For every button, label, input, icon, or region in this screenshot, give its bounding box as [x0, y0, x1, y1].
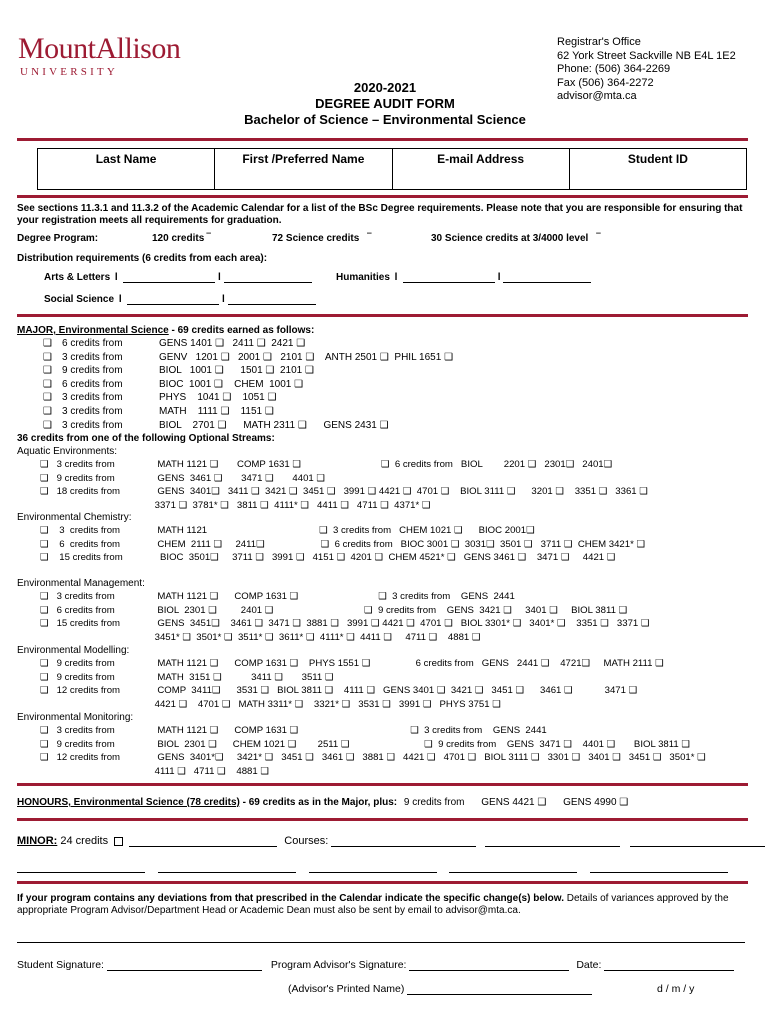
- major-row-checkbox[interactable]: ❑: [43, 406, 52, 417]
- arts-line-1[interactable]: [123, 273, 215, 283]
- divider: [17, 881, 748, 884]
- first-name-field[interactable]: First /Preferred Name: [215, 149, 392, 189]
- course-line[interactable]: [331, 837, 476, 847]
- distribution-label: Distribution requirements (6 credits from each area):: [17, 253, 268, 264]
- stream-line[interactable]: ❑ 9 credits from MATH 3151 ❑ 3411 ❑ 3511 ❑: [40, 671, 334, 683]
- arts-line-2[interactable]: [224, 273, 312, 283]
- stream-line[interactable]: ❑ 9 credits from GENS 3461 ❑ 3471 ❑ 4401 ❑: [40, 472, 326, 484]
- major-row-credits: 3 credits from: [62, 392, 123, 404]
- stream-line[interactable]: 4421 ❑ 4701 ❑ MATH 3311* ❑ 3321* ❑ 3531 ❑ 3991 ❑ PHYS 3751 ❑: [40, 698, 501, 710]
- major-row-credits: 6 credits from: [62, 338, 123, 349]
- course-line[interactable]: [17, 863, 145, 873]
- academic-year: 2020-2021: [353, 80, 417, 95]
- student-id-field[interactable]: Student ID: [627, 152, 688, 166]
- major-row-checkbox[interactable]: ❑: [43, 419, 52, 431]
- major-heading-title: MAJOR, Environmental Science: [17, 325, 169, 336]
- social-line-1[interactable]: [127, 295, 219, 305]
- divider: [17, 783, 748, 786]
- stream-name: Aquatic Environments:: [17, 446, 118, 457]
- course-line[interactable]: [590, 863, 728, 873]
- stream-line[interactable]: ❑ 15 credits from BIOC 3501❑ 3711 ❑ 3991 ❑ 4151 ❑ 4201 ❑ CHEM 4521* ❑ GENS 3461 ❑ 3471 ❑ 4421 ❑: [40, 552, 616, 563]
- major-heading: [17, 325, 314, 336]
- stream-line[interactable]: ❑ 18 credits from GENS 3401❑ 3411 ❑ 3421 ❑ 3451 ❑ 3991 ❑ 4421 ❑ 4701 ❑ BIOL 3111 ❑ 3201 ❑ 3351 ❑ 3361 ❑: [40, 486, 648, 497]
- major-row-checkbox[interactable]: ❑: [43, 351, 52, 363]
- honours-credits: 9 credits from: [403, 797, 465, 808]
- advisor-signature-line[interactable]: [409, 961, 569, 971]
- deviation-line[interactable]: [17, 942, 745, 943]
- major-row-credits: 3 credits from: [62, 419, 123, 431]
- stream-line[interactable]: ❑ 15 credits from GENS 3451❑ 3461 ❑ 3471 ❑ 3881 ❑ 3991 ❑ 4421 ❑ 4701 ❑ BIOL 3301* ❑ 3401* ❑ 3351 ❑ 3371 ❑: [40, 618, 650, 629]
- stream-name: Environmental Modelling:: [17, 645, 130, 656]
- student-signature-line[interactable]: [107, 961, 262, 971]
- minor-label: MINOR:: [17, 835, 58, 847]
- date-line[interactable]: [604, 961, 734, 971]
- credits-30-label: 30 Science credits at 3/4000 level: [431, 233, 589, 244]
- major-row-courses[interactable]: BIOL 2701 ❑ MATH 2311 ❑ GENS 2431 ❑: [159, 419, 389, 431]
- stream-line[interactable]: 4111 ❑ 4711 ❑ 4881 ❑: [40, 765, 269, 777]
- stream-name: Environmental Monitoring:: [17, 712, 134, 723]
- registrar-line: advisor@mta.ca: [557, 90, 637, 102]
- course-line[interactable]: [449, 863, 577, 873]
- university-logo: MountAllison: [18, 32, 181, 65]
- program-title: Bachelor of Science – Environmental Science: [244, 112, 526, 127]
- divider: [17, 195, 748, 198]
- notice-text: See sections 11.3.1 and 11.3.2 of the Academic Calendar for a list of the BSc Degree requirements. Please note that you are responsible for ensuring that your registration meets all requirements for graduation.: [17, 203, 743, 226]
- minor-lines-row: [17, 862, 728, 873]
- minor-row: [17, 835, 765, 847]
- major-row-checkbox[interactable]: ❑: [43, 338, 52, 349]
- printed-name-row: [288, 983, 592, 995]
- course-line[interactable]: [485, 837, 620, 847]
- major-row-courses[interactable]: BIOL 1001 ❑ 1501 ❑ 2101 ❑: [159, 365, 314, 377]
- minor-courses-label: Courses:: [284, 835, 329, 847]
- major-row-courses[interactable]: GENS 1401 ❑ 2411 ❑ 2421 ❑: [159, 338, 306, 349]
- deviation-rest: Details of variances approved by the appropriate Program Advisor/Department Head or Academic Dean must also be sent by email to advisor@mta.ca.: [17, 893, 729, 916]
- major-row-courses[interactable]: GENV 1201 ❑ 2001 ❑ 2101 ❑ ANTH 2501 ❑ PHIL 1651 ❑: [159, 351, 454, 363]
- course-line[interactable]: [309, 863, 437, 873]
- honours-rest: - 69 credits as in the Major, plus:: [239, 797, 398, 808]
- humanities-line-1[interactable]: [403, 273, 495, 283]
- social-line-2[interactable]: [228, 295, 316, 305]
- last-name-field[interactable]: Last Name: [38, 149, 215, 189]
- form-title: DEGREE AUDIT FORM: [315, 96, 455, 111]
- major-row-credits: 6 credits from: [62, 378, 123, 390]
- checkbox[interactable]: ‾: [596, 233, 601, 244]
- credits-72-label: 72 Science credits: [272, 233, 360, 244]
- stream-name: Environmental Management:: [17, 578, 145, 589]
- student-signature-label: Student Signature:: [17, 959, 104, 971]
- divider: [17, 138, 748, 141]
- major-row-courses[interactable]: BIOC 1001 ❑ CHEM 1001 ❑: [159, 378, 304, 390]
- checkbox[interactable]: ‾: [367, 233, 371, 244]
- divider: [17, 314, 748, 317]
- humanities-row: Humanities l l: [336, 272, 591, 283]
- honours-course-2[interactable]: GENS 4990 ❑: [563, 797, 629, 808]
- date-label: Date:: [576, 959, 602, 971]
- stream-line[interactable]: ❑ 3 credits from MATH 1121 ❑ COMP 1631 ❑ ❑ 3 credits from GENS 2441: [40, 591, 515, 602]
- degree-program-label: Degree Program:: [17, 233, 99, 244]
- stream-line[interactable]: 3451* ❑ 3501* ❑ 3511* ❑ 3611* ❑ 4111* ❑ 4411 ❑ 4711 ❑ 4881 ❑: [40, 631, 481, 643]
- email-field[interactable]: E-mail Address: [393, 149, 570, 189]
- printed-name-label: (Advisor's Printed Name): [288, 983, 405, 995]
- stream-line[interactable]: ❑ 12 credits from COMP 3411❑ 3531 ❑ BIOL 3811 ❑ 4111 ❑ GENS 3401 ❑ 3421 ❑ 3451 ❑ 3461 ❑ 3471 ❑: [40, 685, 638, 696]
- date-format: d / m / y: [657, 983, 695, 995]
- honours-course-1[interactable]: GENS 4421 ❑: [481, 797, 547, 808]
- humanities-label: Humanities: [336, 272, 390, 283]
- checkbox[interactable]: ‾: [207, 233, 211, 244]
- stream-line[interactable]: ❑ 9 credits from BIOL 2301 ❑ CHEM 1021 ❑ 2511 ❑ ❑ 9 credits from GENS 3471 ❑ 4401 ❑ BIOL 3811 ❑: [40, 738, 690, 750]
- major-row-checkbox[interactable]: ❑: [43, 378, 52, 390]
- registrar-line: Phone: (506) 364-2269: [557, 63, 671, 75]
- credits-72: [272, 233, 371, 244]
- university-logo-subtitle: UNIVERSITY: [20, 66, 118, 78]
- streams-heading: 36 credits from one of the following Optional Streams:: [17, 433, 275, 444]
- major-row-courses[interactable]: MATH 1111 ❑ 1151 ❑: [159, 406, 274, 417]
- deviation-bold: If your program contains any deviations from that prescribed in the Calendar indicate the specific change(s) below.: [17, 893, 564, 904]
- registrar-line: Registrar's Office: [557, 36, 641, 48]
- credits-120: [152, 233, 210, 244]
- major-row-checkbox[interactable]: ❑: [43, 365, 52, 377]
- honours-row: [17, 797, 628, 808]
- stream-line[interactable]: ❑ 3 credits from MATH 1121 ❑ COMP 1631 ❑ ❑ 3 credits from GENS 2441: [40, 725, 547, 736]
- arts-letters-label: Arts & Letters: [44, 272, 111, 283]
- student-info-table: [37, 148, 747, 190]
- social-science-label: Social Science: [44, 294, 115, 305]
- printed-name-line[interactable]: [407, 985, 592, 995]
- minor-checkbox[interactable]: [114, 837, 123, 846]
- arts-letters-row: Arts & Letters l l: [44, 272, 312, 283]
- humanities-line-2[interactable]: [503, 273, 591, 283]
- stream-line[interactable]: ❑ 3 credits from MATH 1121 ❑ COMP 1631 ❑ ❑ 6 credits from BIOL 2201 ❑ 2301❑ 2401❑: [40, 459, 613, 470]
- course-line[interactable]: [630, 837, 765, 847]
- advisor-signature-label: Program Advisor's Signature:: [270, 959, 407, 971]
- minor-credits: 24 credits: [60, 835, 109, 847]
- deviation-text: [17, 893, 752, 917]
- signature-row: [17, 959, 734, 971]
- stream-line[interactable]: ❑ 12 credits from GENS 3401*❑ 3421* ❑ 3451 ❑ 3461 ❑ 3881 ❑ 4421 ❑ 4701 ❑ BIOL 3111 ❑ 3301 ❑ 3401 ❑ 3451 ❑ 3501* ❑: [40, 752, 706, 763]
- major-row-courses[interactable]: PHYS 1041 ❑ 1051 ❑: [159, 392, 277, 404]
- honours-heading: HONOURS, Environmental Science (78 credits): [17, 797, 240, 808]
- minor-line[interactable]: [129, 837, 277, 847]
- registrar-line: 62 York Street Sackville NB E4L 1E2: [557, 49, 736, 62]
- stream-line[interactable]: 3371 ❑ 3781* ❑ 3811 ❑ 4111* ❑ 4411 ❑ 4711 ❑ 4371* ❑: [40, 499, 431, 511]
- registrar-line: Fax (506) 364-2272: [557, 76, 654, 89]
- course-line[interactable]: [158, 863, 296, 873]
- credits-120-label: 120 credits: [152, 233, 205, 244]
- social-science-row: Social Science l l: [44, 294, 316, 305]
- major-row-credits: 3 credits from: [62, 406, 123, 417]
- major-row-checkbox[interactable]: ❑: [43, 392, 52, 404]
- major-heading-rest: - 69 credits earned as follows:: [168, 325, 315, 336]
- stream-line[interactable]: ❑ 3 credits from MATH 1121 ❑ 3 credits from CHEM 1021 ❑ BIOC 2001❑: [40, 525, 535, 536]
- major-row-credits: 3 credits from: [62, 351, 123, 363]
- stream-line[interactable]: ❑ 6 credits from BIOL 2301 ❑ 2401 ❑ ❑ 9 credits from GENS 3421 ❑ 3401 ❑ BIOL 3811 ❑: [40, 604, 628, 616]
- major-row-credits: 9 credits from: [62, 365, 123, 377]
- credits-30: [431, 233, 600, 244]
- stream-line[interactable]: ❑ 6 credits from CHEM 2111 ❑ 2411❑ ❑ 6 credits from BIOC 3001 ❑ 3031❑ 3501 ❑ 3711 ❑ CHEM 3421* ❑: [40, 538, 646, 550]
- divider: [17, 818, 748, 821]
- stream-name: Environmental Chemistry:: [17, 512, 132, 523]
- stream-line[interactable]: ❑ 9 credits from MATH 1121 ❑ COMP 1631 ❑ PHYS 1551 ❑ 6 credits from GENS 2441 ❑ 4721❑ MATH 2111 ❑: [40, 658, 664, 669]
